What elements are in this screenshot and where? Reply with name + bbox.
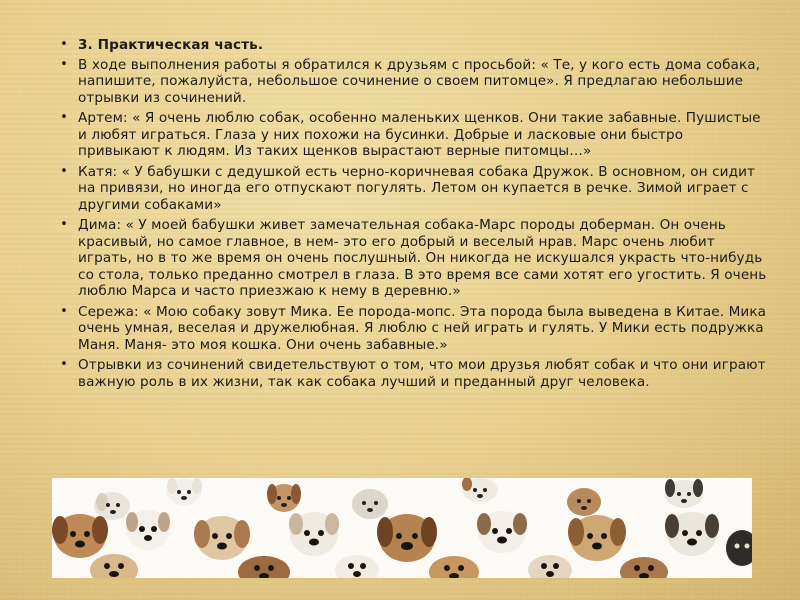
katya-text: Катя: « У бабушки с дедушкой есть черно-коричневая собака Дружок. В основном, он сидит на привязи, но иногда его отпускают погулять. Летом он купается в речке. Зимой играет с другими собаками» [78, 163, 756, 213]
dogs-illustration [52, 478, 752, 578]
section-title: 3. Практическая часть. [78, 37, 264, 53]
conclusion-text: Отрывки из сочинений свидетельствуют о том, что мои друзья любят собак и что они играют важную роль в их жизни, так как собака лучший и преданный друг человека. [78, 357, 766, 390]
bullet-item-seryozha [56, 304, 768, 354]
bullet-icon: • [60, 56, 68, 72]
bullet-icon: • [60, 37, 68, 52]
dog-icon [665, 479, 703, 508]
slide-text-content [56, 37, 768, 394]
seryozha-text: Сережа: « Мою собаку зовут Мика. Ее порода-мопс. Эта порода была выведена в Китае. Мика очень умная, веселая и дружелюбная. Я люблю с ней играть и гулять. У Мики есть подружка Маня. Маня- это моя кошка. Они очень забавные.» [78, 303, 767, 353]
bullet-icon: • [60, 303, 68, 319]
dog-icon [352, 489, 388, 519]
bullet-icon: • [60, 357, 68, 372]
dog-icon [567, 488, 601, 516]
dog-icon [94, 492, 130, 520]
dogs-group-image [52, 478, 752, 578]
bullet-item-conclusion [56, 357, 768, 390]
bullet-item-dima [56, 217, 768, 300]
dog-icon [462, 478, 498, 502]
bullet-item-artem [56, 110, 768, 160]
dima-text: Дима: « У моей бабушки живет замечательная собака-Марс породы доберман. Он очень красивый, но самое главное, в нем- это его добрый и веселый нрав. Марс очень любит играть, но в то же время он очень послушный. Он никогда не искушался украсть что-нибудь со стола, только преданно смотрел в глаза. В это время все сами хотят его угостить. Я очень люблю Марса и часто приезжаю к нему в деревню.» [78, 217, 767, 299]
intro-text: В ходе выполнения работы я обратился к друзьям с просьбой: « Те, у кого есть дома собака, напишите, пожалуйста, небольшое сочинение о своем питомце». Я предлагаю небольшие отрывки из сочинений. [78, 56, 761, 106]
artem-text: Артем: « Я очень люблю собак, особенно маленьких щенков. Они такие забавные. Пушистые и любят играться. Глаза у них похожи на бусинки. Добрые и ласковые они быстро привыкают к людям. Из таких щенков вырастают верные питомцы…» [78, 110, 761, 159]
bullet-icon: • [60, 217, 68, 232]
bullet-item-katya [56, 164, 768, 214]
bullet-icon: • [60, 163, 68, 179]
bullet-item-title [56, 37, 768, 54]
bullet-item-intro [56, 57, 768, 107]
dog-icon [126, 510, 170, 550]
bullet-icon: • [60, 110, 68, 125]
